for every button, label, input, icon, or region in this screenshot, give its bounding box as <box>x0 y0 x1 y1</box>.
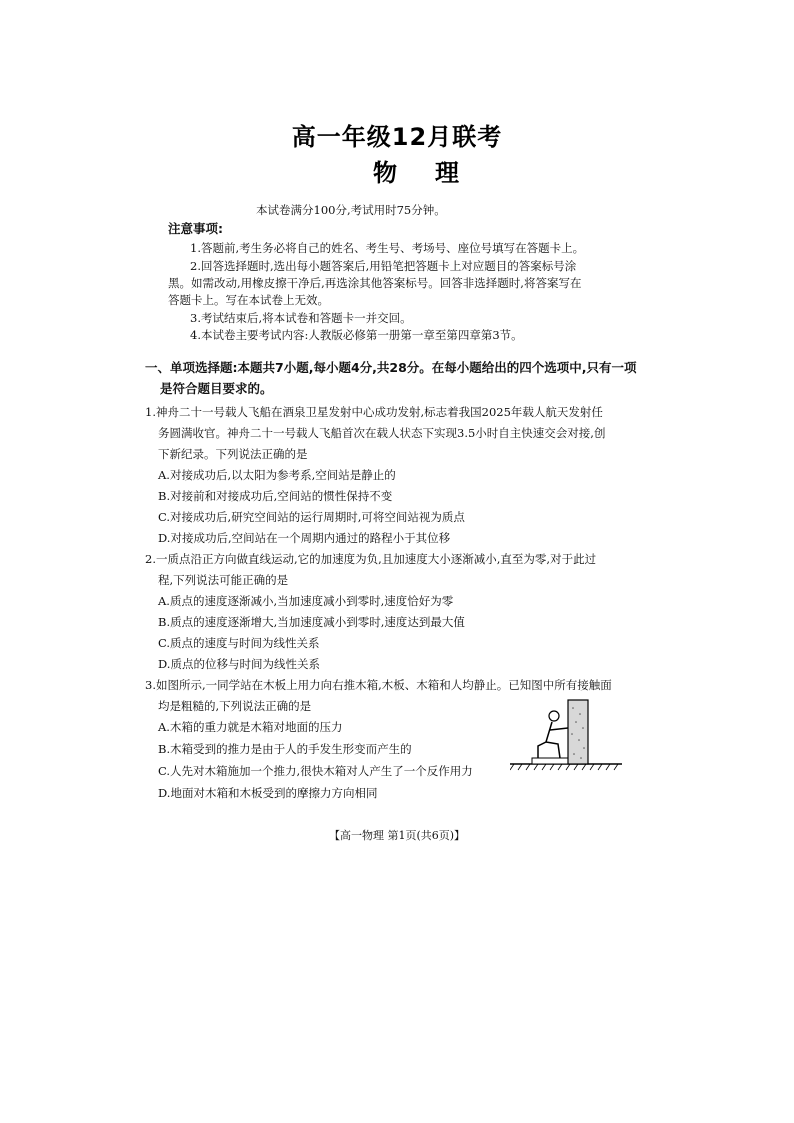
option: A.对接成功后,以太阳为参考系,空间站是静止的 <box>158 468 396 482</box>
person-head <box>549 711 559 721</box>
option: D.对接成功后,空间站在一个周期内通过的路程小于其位移 <box>158 531 451 545</box>
ground-hatch <box>510 764 618 770</box>
question-stem: 1.神舟二十一号载人飞船在酒泉卫星发射中心成功发射,标志着我国2025年载人航天发射任 <box>145 405 603 419</box>
option: C.人先对木箱施加一个推力,很快木箱对人产生了一个反作用力 <box>158 764 473 778</box>
option: A.质点的速度逐渐减小,当加速度减小到零时,速度恰好为零 <box>158 594 454 608</box>
question-stem: 2.一质点沿正方向做直线运动,它的加速度为负,且加速度大小逐渐减小,直至为零,对于此过 <box>145 552 597 566</box>
notice-line: 答题卡上。写在本试卷上无效。 <box>168 293 329 307</box>
notice-heading: 注意事项: <box>168 221 223 236</box>
notice-line: 2.回答选择题时,选出每小题答案后,用铅笔把答题卡上对应题目的答案标号涂 <box>190 259 577 273</box>
notice-line: 4.本试卷主要考试内容:人教版必修第一册第一章至第四章第3节。 <box>190 328 523 342</box>
option: B.质点的速度逐渐增大,当加速度减小到零时,速度达到最大值 <box>158 615 465 629</box>
question-stem: 程,下列说法可能正确的是 <box>158 573 289 587</box>
question-stem: 务圆满收官。神舟二十一号载人飞船首次在载人状态下实现3.5小时自主快速交会对接,创 <box>158 426 606 440</box>
question-stem: 下新纪录。下列说法正确的是 <box>158 447 308 461</box>
page-footer: 【高一物理 第1页(共6页)】 <box>328 829 466 842</box>
exam-title: 高一年级12月联考 <box>291 123 503 151</box>
question-stem: 均是粗糙的,下列说法正确的是 <box>158 699 312 713</box>
option: B.木箱受到的推力是由于人的手发生形变而产生的 <box>158 742 412 756</box>
wooden-board <box>532 758 570 764</box>
wooden-box <box>568 700 588 764</box>
section-heading: 一、单项选择题:本题共7小题,每小题4分,共28分。在每小题给出的四个选项中,只有一项 <box>145 360 637 375</box>
option: B.对接前和对接成功后,空间站的惯性保持不变 <box>158 489 393 503</box>
option: D.质点的位移与时间为线性关系 <box>158 657 320 671</box>
option: C.对接成功后,研究空间站的运行周期时,可将空间站视为质点 <box>158 510 465 524</box>
person-body <box>538 722 568 758</box>
notice-line: 黑。如需改动,用橡皮擦干净后,再选涂其他答案标号。回答非选择题时,将答案写在 <box>168 276 582 290</box>
option: C.质点的速度与时间为线性关系 <box>158 636 320 650</box>
exam-info: 本试卷满分100分,考试用时75分钟。 <box>256 203 446 217</box>
question-stem: 3.如图所示,一同学站在木板上用力向右推木箱,木板、木箱和人均静止。已知图中所有接触面 <box>145 678 612 692</box>
section-heading-cont: 是符合题目要求的。 <box>160 381 273 396</box>
notice-line: 1.答题前,考生务必将自己的姓名、考生号、考场号、座位号填写在答题卡上。 <box>190 241 585 255</box>
push-box-figure <box>510 698 622 774</box>
option: D.地面对木箱和木板受到的摩擦力方向相同 <box>158 786 378 800</box>
subject-title: 物理 <box>373 159 497 187</box>
notice-line: 3.考试结束后,将本试卷和答题卡一并交回。 <box>190 311 412 325</box>
option: A.木箱的重力就是木箱对地面的压力 <box>158 720 343 734</box>
